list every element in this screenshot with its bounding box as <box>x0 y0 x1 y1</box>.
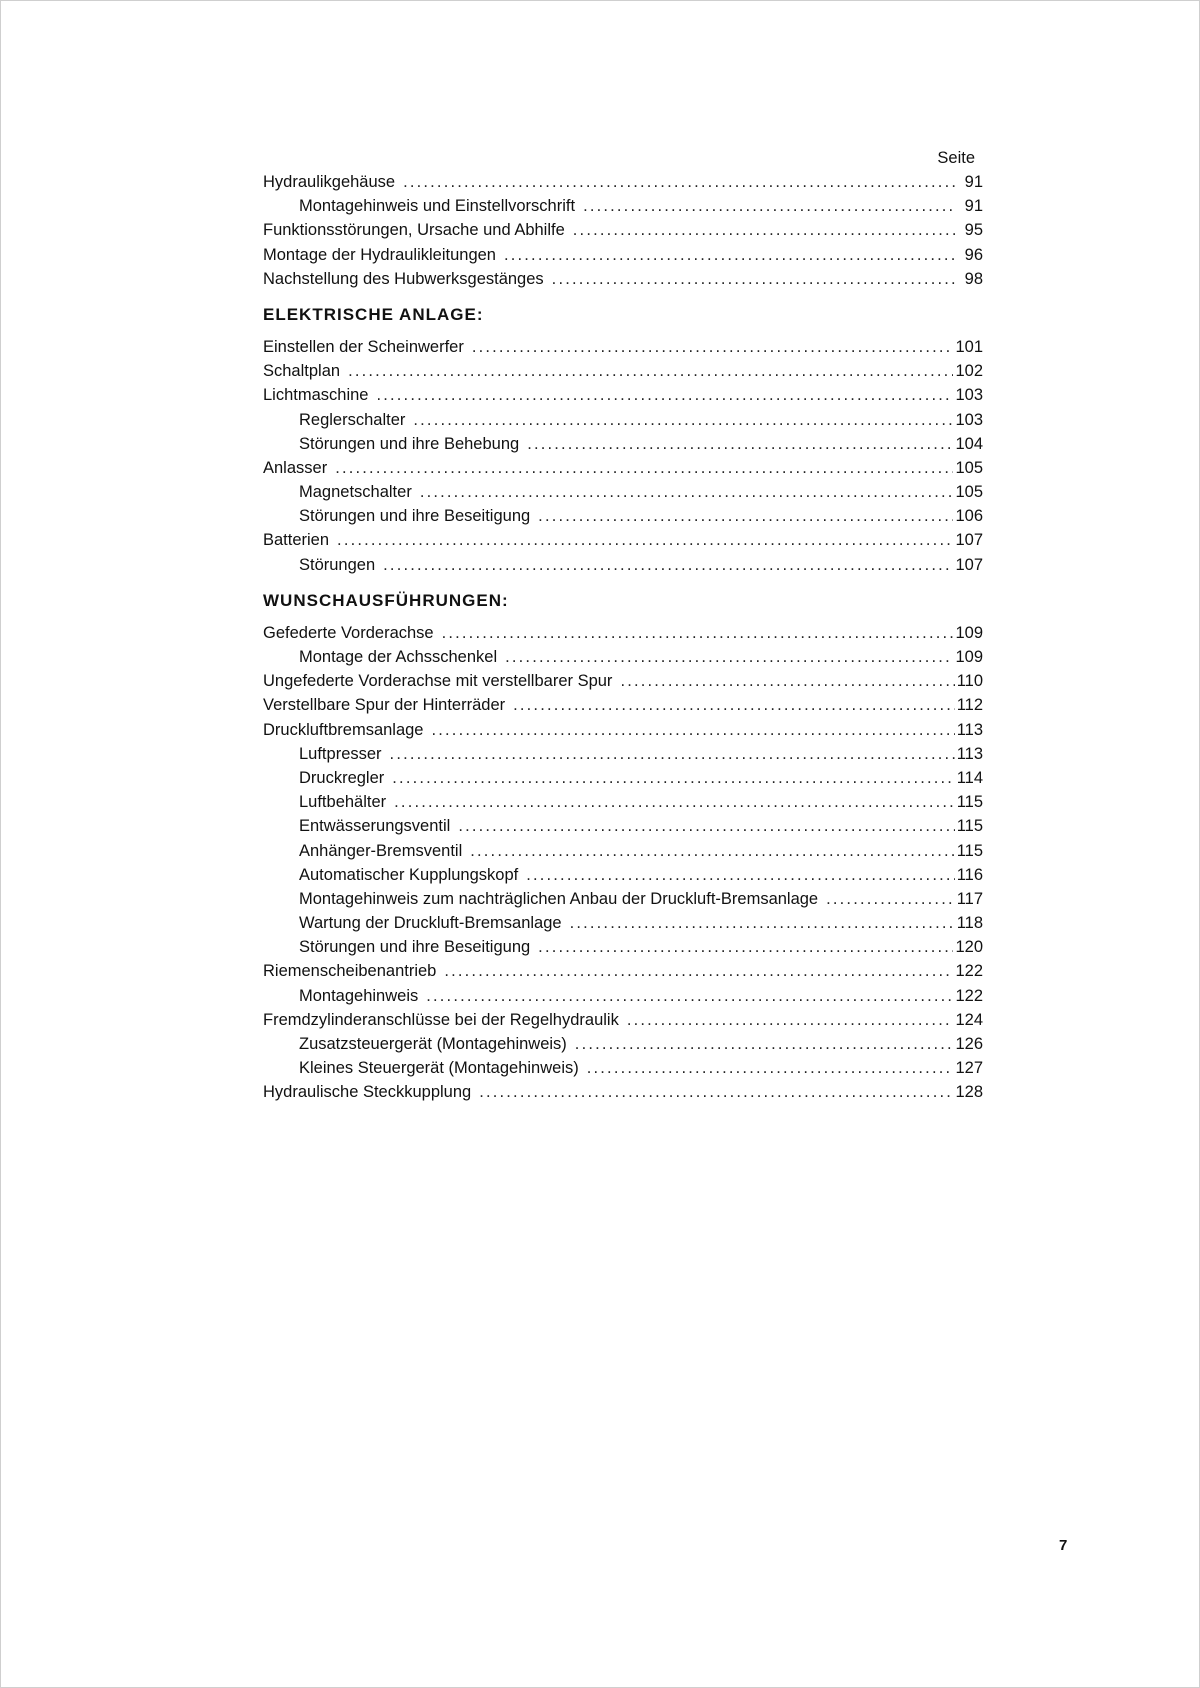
toc-entry-label: Ungefederte Vorderachse mit verstellbarer Spur <box>263 672 613 691</box>
dot-leader <box>470 839 954 863</box>
toc-entry-page-number: 124 <box>955 1010 983 1029</box>
toc-entry-page-number: 114 <box>956 768 983 787</box>
toc-entry <box>263 335 983 359</box>
toc-entry-label: Automatischer Kupplungskopf <box>299 865 519 884</box>
toc-subentry <box>263 766 983 790</box>
toc-subentry <box>263 742 983 766</box>
toc-entry-page-number: 110 <box>956 672 983 691</box>
dot-leader <box>505 645 953 669</box>
toc-subentry <box>263 887 983 911</box>
toc-entry-page-number: 109 <box>955 648 983 666</box>
toc-entry-label: Einstellen der Scheinwerfer <box>263 337 464 356</box>
toc-subentry <box>263 911 983 935</box>
dot-leader <box>472 335 954 359</box>
dot-leader <box>583 194 955 218</box>
toc-entry <box>263 267 983 291</box>
dot-leader <box>426 984 953 1008</box>
toc-entry-page-number: 112 <box>956 696 983 715</box>
dot-leader <box>442 621 954 645</box>
toc-subentry <box>263 645 983 669</box>
toc-entry-page-number: 115 <box>956 793 983 812</box>
dot-leader <box>390 742 955 766</box>
dot-leader <box>432 718 955 742</box>
page-column-header: Seite <box>937 149 975 167</box>
toc-entry-page-number: 101 <box>955 337 983 356</box>
toc-entry-label: Funktionsstörungen, Ursache und Abhilfe <box>263 221 565 240</box>
toc-entry-label: Riemenscheibenantrieb <box>263 962 437 981</box>
toc-subentry <box>263 553 983 577</box>
dot-leader <box>538 504 953 528</box>
toc-entry <box>263 669 983 693</box>
dot-leader <box>348 359 953 383</box>
table-of-contents <box>263 146 983 1105</box>
toc-entry-label: Druckluftbremsanlage <box>263 720 424 739</box>
toc-entry-page-number: 127 <box>955 1059 983 1078</box>
toc-entry-page-number: 115 <box>956 841 983 860</box>
toc-entry-page-number: 95 <box>964 221 983 240</box>
dot-leader <box>573 218 955 242</box>
toc-entry-page-number: 104 <box>955 434 983 453</box>
toc-subentry <box>263 1056 983 1080</box>
dot-leader <box>538 935 953 959</box>
toc-entry-page-number: 103 <box>955 386 983 405</box>
toc-entry-label: Kleines Steuergerät (Montagehinweis) <box>299 1059 579 1078</box>
toc-entry <box>263 218 983 242</box>
toc-entry <box>263 1008 983 1032</box>
dot-leader <box>383 553 953 577</box>
toc-entry-page-number: 105 <box>955 483 983 502</box>
dot-leader <box>335 456 953 480</box>
dot-leader <box>627 1008 954 1032</box>
dot-leader <box>527 432 953 456</box>
dot-leader <box>376 383 953 407</box>
toc-entry <box>263 693 983 717</box>
toc-subentry <box>263 814 983 838</box>
toc-entry-page-number: 120 <box>955 938 983 957</box>
toc-entry-page-number: 107 <box>955 531 983 550</box>
toc-entry-page-number: 98 <box>964 269 983 288</box>
toc-entry-label: Störungen <box>299 555 376 574</box>
toc-entry-label: Störungen und ihre Beseitigung <box>299 938 531 957</box>
dot-leader <box>575 1032 954 1056</box>
toc-entry-label: Druckregler <box>299 768 385 787</box>
toc-entry <box>263 383 983 407</box>
toc-entry-label: Lichtmaschine <box>263 386 369 405</box>
toc-entry-label: Reglerschalter <box>299 410 406 429</box>
toc-entry-label: Wartung der Druckluft-Bremsanlage <box>299 914 562 933</box>
toc-subentry <box>263 935 983 959</box>
toc-subentry <box>263 504 983 528</box>
toc-entry-label: Nachstellung des Hubwerksgestänges <box>263 269 544 288</box>
section-heading: WUNSCHAUSFÜHRUNGEN: <box>263 590 509 610</box>
dot-leader <box>479 1080 953 1104</box>
toc-entry-label: Verstellbare Spur der Hinterräder <box>263 696 506 715</box>
toc-entry <box>263 359 983 383</box>
dot-leader <box>337 528 953 552</box>
toc-subentry <box>263 480 983 504</box>
toc-entry-label: Schaltplan <box>263 362 341 381</box>
toc-entry <box>263 959 983 983</box>
toc-entry-page-number: 105 <box>955 458 983 477</box>
toc-entry-page-number: 126 <box>955 1035 983 1053</box>
toc-entry-label: Montagehinweis zum nachträglichen Anbau der Druckluft-Bremsanlage <box>299 889 819 908</box>
toc-entry <box>263 1080 983 1104</box>
toc-entry-label: Anlasser <box>263 458 328 477</box>
toc-subentry <box>263 432 983 456</box>
dot-leader <box>392 766 954 790</box>
toc-entry-label: Anhänger-Bremsventil <box>299 841 463 860</box>
dot-leader <box>394 790 955 814</box>
toc-entry-label: Zusatzsteuergerät (Montagehinweis) <box>299 1035 567 1053</box>
section-heading: ELEKTRISCHE ANLAGE: <box>263 304 484 324</box>
dot-leader <box>413 408 953 432</box>
toc-entry-label: Störungen und ihre Beseitigung <box>299 507 531 526</box>
toc-subentry <box>263 984 983 1008</box>
toc-entry-page-number: 122 <box>955 962 983 981</box>
toc-entry-page-number: 118 <box>956 914 983 933</box>
toc-entry-label: Störungen und ihre Behebung <box>299 434 520 453</box>
dot-leader <box>587 1056 954 1080</box>
toc-subentry <box>263 839 983 863</box>
toc-entry-page-number: 122 <box>955 986 983 1005</box>
toc-entry-page-number: 128 <box>955 1083 983 1102</box>
toc-entry-label: Fremdzylinderanschlüsse bei der Regelhydraulik <box>263 1010 619 1029</box>
toc-entry-label: Hydraulische Steckkupplung <box>263 1083 472 1102</box>
toc-entry-page-number: 91 <box>964 173 983 191</box>
toc-entry-label: Luftpresser <box>299 744 382 763</box>
dot-leader <box>504 243 955 267</box>
toc-entry <box>263 243 983 267</box>
dot-leader <box>570 911 955 935</box>
toc-entry-page-number: 113 <box>956 720 983 739</box>
dot-leader <box>620 669 954 693</box>
toc-subentry <box>263 863 983 887</box>
toc-entry-page-number: 115 <box>956 817 983 836</box>
toc-entry-page-number: 117 <box>956 889 983 908</box>
toc-subentry <box>263 408 983 432</box>
toc-entry <box>263 528 983 552</box>
toc-entry-label: Entwässerungsventil <box>299 817 451 836</box>
toc-subentry <box>263 790 983 814</box>
toc-entry-page-number: 102 <box>955 362 983 381</box>
toc-entry-label: Luftbehälter <box>299 793 387 812</box>
toc-entry-label: Hydraulikgehäuse <box>263 173 396 191</box>
toc-subentry <box>263 194 983 218</box>
toc-entry-page-number: 116 <box>956 865 983 884</box>
dot-leader <box>444 959 953 983</box>
dot-leader <box>513 693 955 717</box>
toc-entry <box>263 718 983 742</box>
toc-entry-label: Batterien <box>263 531 330 550</box>
toc-entry-label: Montage der Hydraulikleitungen <box>263 245 496 264</box>
toc-entry <box>263 621 983 645</box>
dot-leader <box>552 267 955 291</box>
toc-entry-page-number: 91 <box>964 197 983 216</box>
dot-leader <box>826 887 955 911</box>
dot-leader <box>458 814 954 838</box>
toc-entry <box>263 170 983 194</box>
toc-entry-page-number: 109 <box>955 623 983 642</box>
toc-entry-page-number: 106 <box>955 507 983 526</box>
page-number: 7 <box>1059 1537 1068 1554</box>
toc-entry-label: Montage der Achsschenkel <box>299 648 498 666</box>
dot-leader <box>403 170 955 194</box>
dot-leader <box>420 480 954 504</box>
toc-entry-page-number: 113 <box>956 744 983 763</box>
toc-entry-label: Magnetschalter <box>299 483 412 502</box>
toc-subentry <box>263 1032 983 1056</box>
toc-entry-page-number: 96 <box>964 245 983 264</box>
toc-entry-label: Gefederte Vorderachse <box>263 623 434 642</box>
toc-entry-label: Montagehinweis <box>299 986 419 1005</box>
toc-entry <box>263 456 983 480</box>
toc-entry-label: Montagehinweis und Einstellvorschrift <box>299 197 576 216</box>
toc-entry-page-number: 107 <box>955 555 983 574</box>
dot-leader <box>526 863 954 887</box>
toc-entry-page-number: 103 <box>955 410 983 429</box>
